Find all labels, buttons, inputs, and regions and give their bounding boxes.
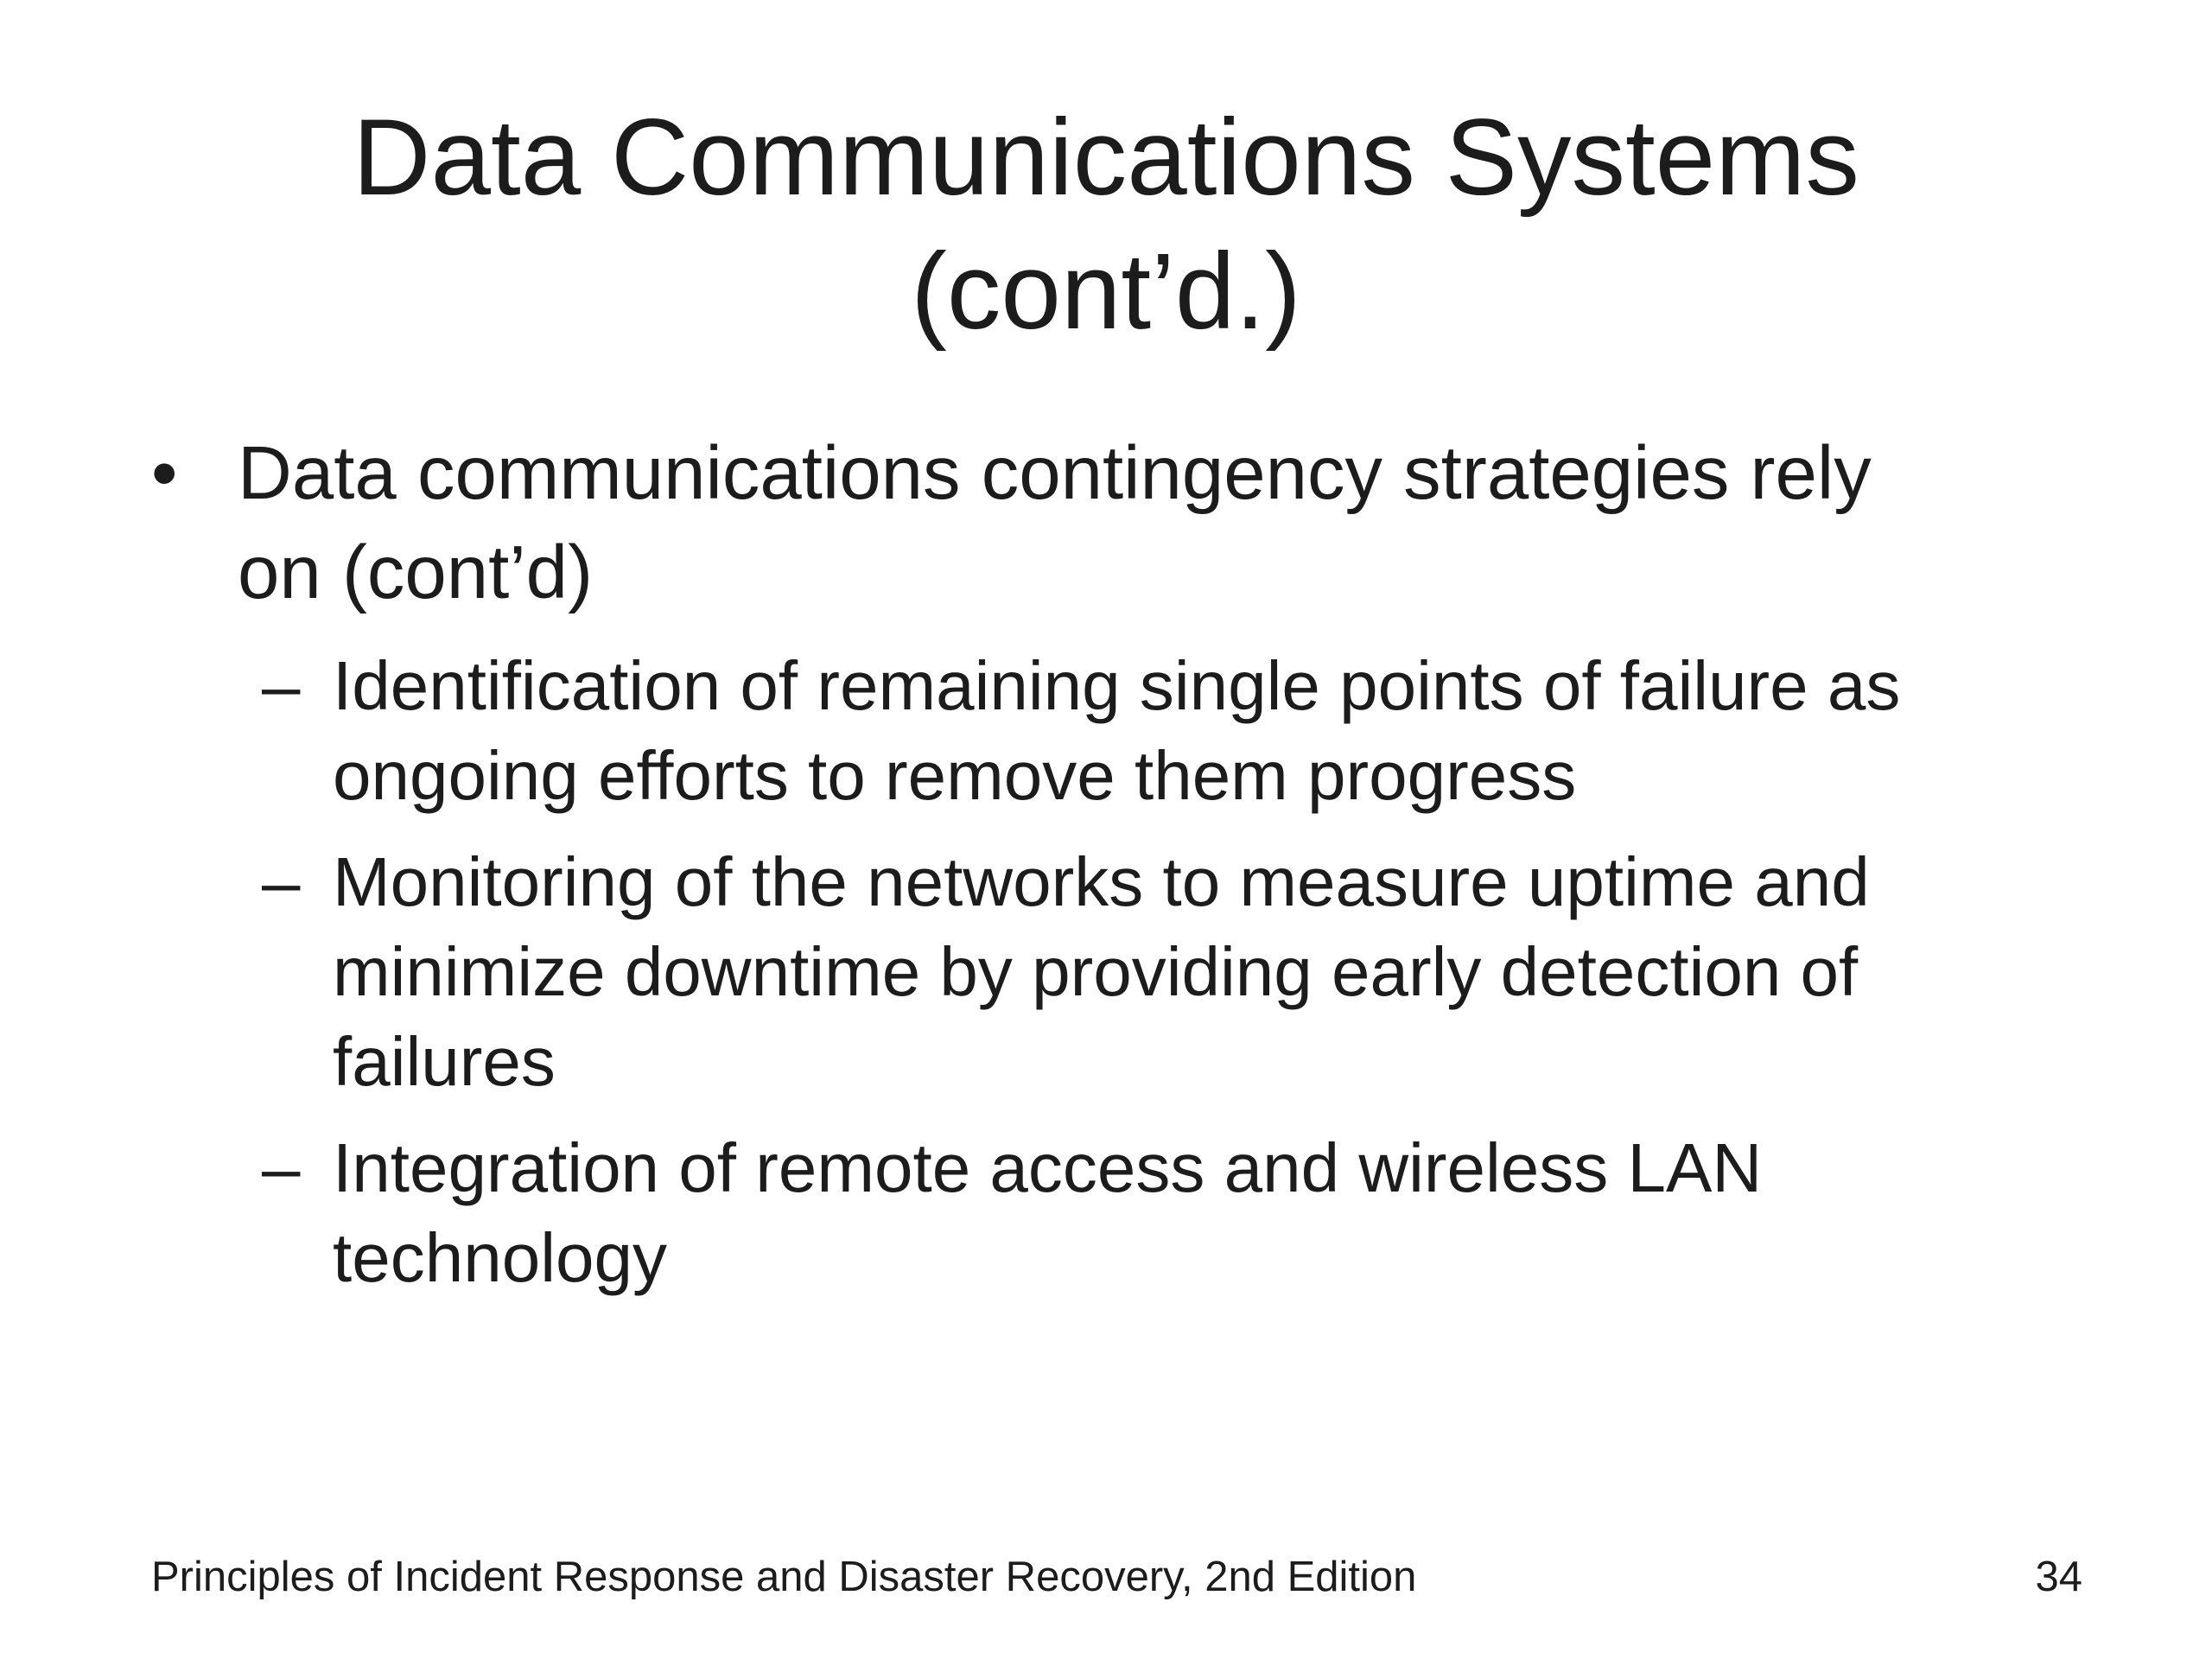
slide-body <box>151 423 2087 1319</box>
sub-bullet-text-line: failures <box>333 1023 556 1100</box>
sub-bullet-text-line: minimize downtime by providing early detection of <box>333 933 1859 1010</box>
bullet-marker: • <box>151 431 178 515</box>
dash-marker: – <box>262 647 301 724</box>
sub-bullet-item-3 <box>151 1123 2173 1303</box>
sub-bullet-text-line: Monitoring of the networks to measure uptime and <box>333 843 1870 920</box>
slide-title-line-2: (cont’d.) <box>911 232 1301 352</box>
sub-bullet-item-1 <box>151 641 2173 821</box>
sub-bullet-text-line: technology <box>333 1219 667 1296</box>
bullet-text-line-1: Data communications contingency strategies rely <box>238 431 1872 515</box>
bullet-item <box>151 423 2087 622</box>
footer-page-number: 34 <box>2035 1554 2082 1600</box>
dash-marker: – <box>262 1129 301 1206</box>
sub-bullet-text-line: Identification of remaining single points of failure as <box>333 647 1901 724</box>
footer-book-title: Principles of Incident Response and Disaster Recovery, 2nd Edition <box>151 1554 1417 1600</box>
slide-title <box>0 91 2212 359</box>
bullet-text-line-2: on (cont’d) <box>238 531 594 614</box>
dash-marker: – <box>262 843 301 920</box>
sub-bullet-text-line: Integration of remote access and wireless LAN <box>333 1129 1763 1206</box>
sub-bullet-item-2 <box>151 837 2173 1107</box>
slide-title-line-1: Data Communications Systems <box>353 98 1859 218</box>
sub-bullet-text-line: ongoing efforts to remove them progress <box>333 737 1577 814</box>
